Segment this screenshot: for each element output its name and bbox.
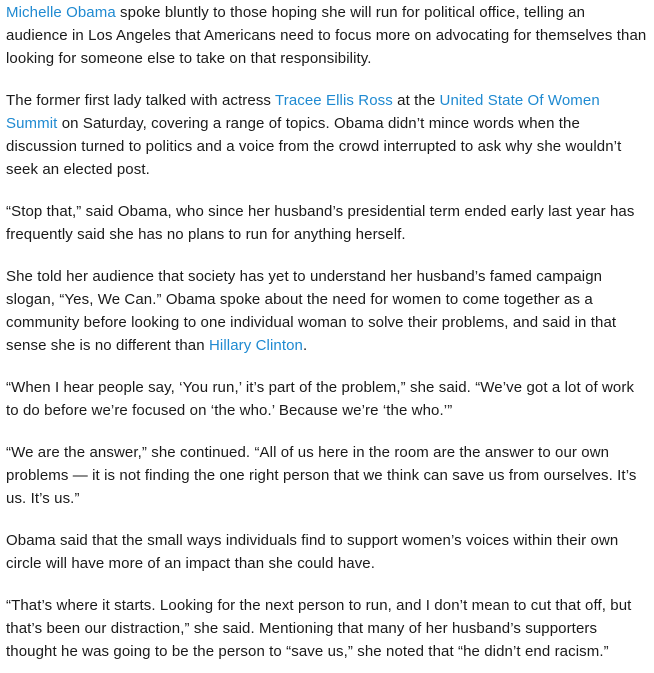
paragraph-5: “When I hear people say, ‘You run,’ it’s part of the problem,” she said. “We’ve got a lot of work to do before we’re focused on ‘the who.’ Because we’re ‘the who.’” — [6, 379, 635, 419]
paragraph-4 — [6, 265, 648, 357]
paragraph-2-text-middle: at the — [392, 92, 440, 109]
paragraph-4-text-end: . — [303, 337, 308, 354]
paragraph-2 — [6, 89, 648, 181]
link-tracee-ellis-ross[interactable]: Tracee Ellis Ross — [275, 92, 393, 109]
paragraph-2-text-end: on Saturday, covering a range of topics. Obama didn’t mince words when the discussion turned to politics and a voice from the crowd interrupted to ask why she wouldn’t seek an elected post. — [6, 115, 622, 178]
paragraph-2-text-start: The former first lady talked with actress — [6, 92, 276, 109]
paragraph-4-text: She told her audience that society has yet to understand her husband’s famed campaign slogan, “Yes, We Can.” Obama spoke about the need for women to come together as a community before looking to one individual woman to solve their problems, and said in that sense she is no different than — [6, 268, 617, 354]
paragraph-1-text: spoke bluntly to those hoping she will run for political office, telling an audience in Los Angeles that Americans need to focus more on advocating for themselves than looking for someone else to take on that responsibility. — [6, 4, 647, 67]
paragraph-8: “That’s where it starts. Looking for the next person to run, and I don’t mean to cut that off, but that’s been our distraction,” she said. Mentioning that many of her husband’s supporters thought he was going to be the person to “save us,” she noted that “he didn’t end racism.” — [6, 597, 632, 660]
link-michelle-obama[interactable]: Michelle Obama — [6, 4, 116, 21]
paragraph-7: Obama said that the small ways individuals find to support women’s voices within their own circle will have more of an impact than she could have. — [6, 532, 619, 572]
link-united-state-of-women-summit[interactable]: United State Of Women Summit — [6, 92, 600, 132]
paragraph-6: “We are the answer,” she continued. “All of us here in the room are the answer to our own problems — it is not finding the one right person that we think can save us from ourselves. It’s us. It’s us.” — [6, 444, 637, 507]
paragraph-3: “Stop that,” said Obama, who since her husband’s presidential term ended early last year has frequently said she has no plans to run for anything herself. — [6, 203, 635, 243]
link-hillary-clinton[interactable]: Hillary Clinton — [208, 337, 303, 354]
paragraph-1 — [6, 1, 648, 70]
